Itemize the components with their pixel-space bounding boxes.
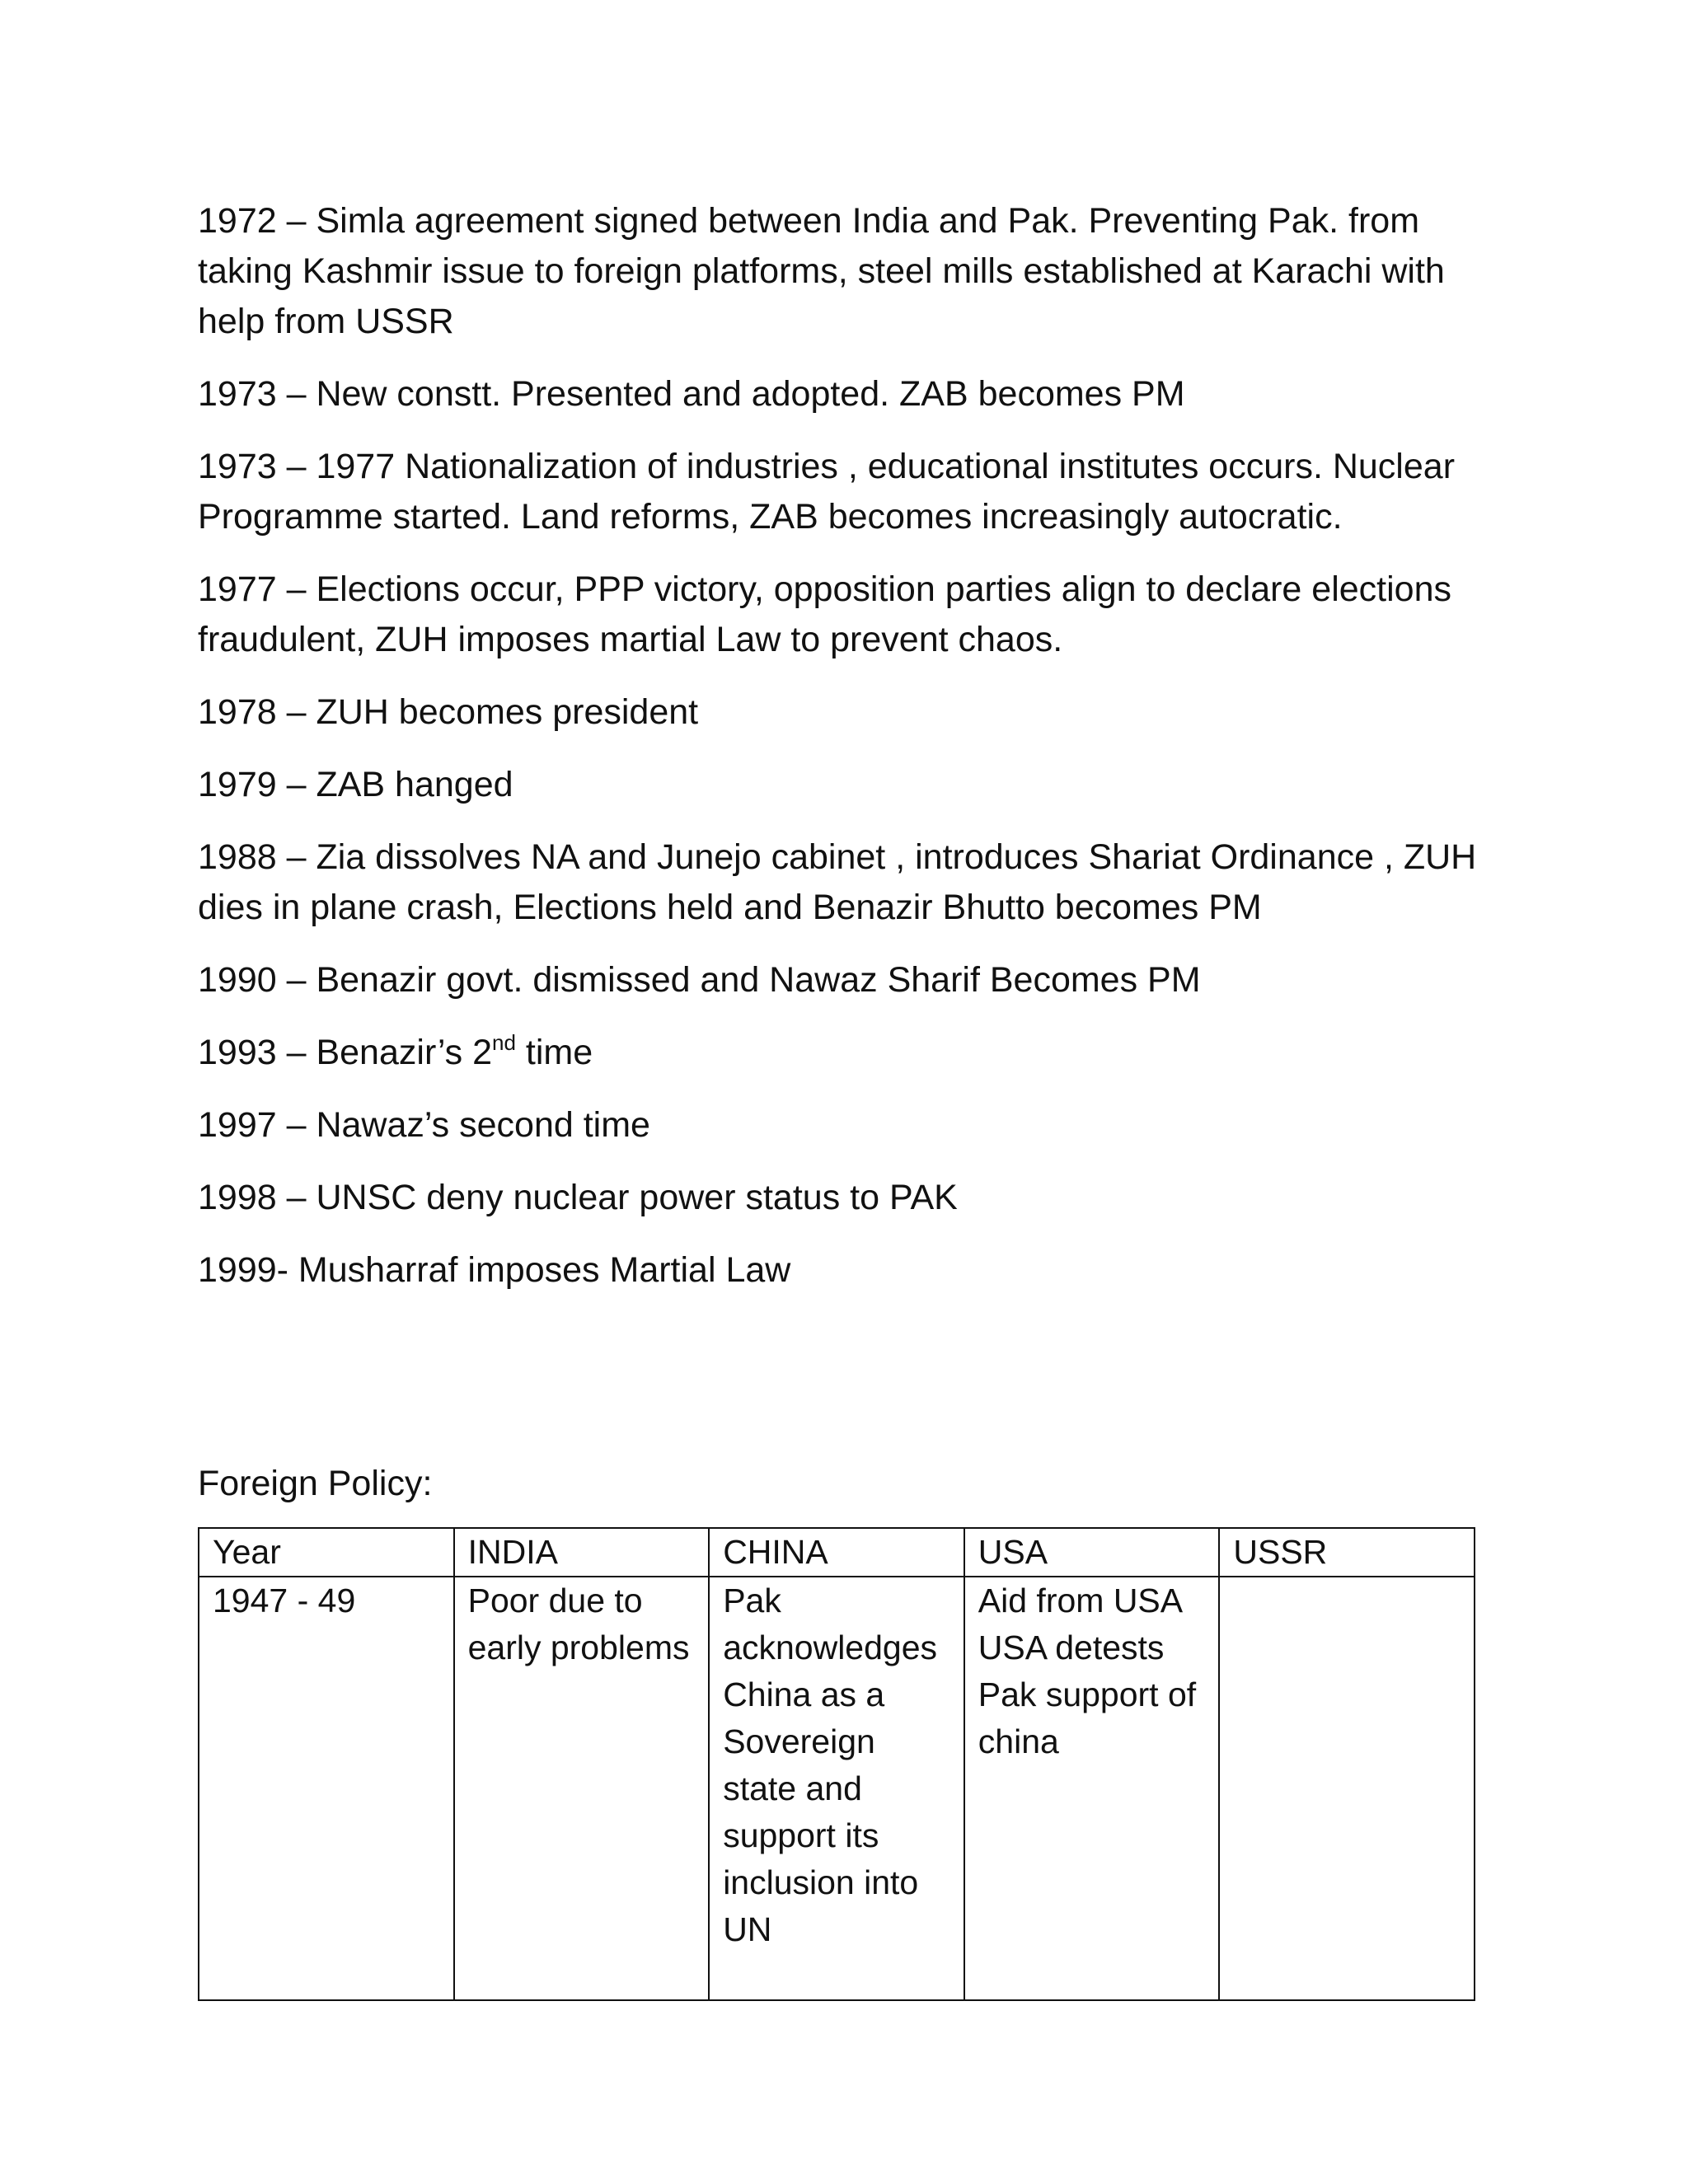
timeline-entry-1988: 1988 – Zia dissolves NA and Junejo cabinet , introduces Shariat Ordinance , ZUH dies in plane crash, Elections held and Benazir Bhutto becomes PM <box>198 837 1477 927</box>
timeline-entry-1993-tail: time <box>515 1033 593 1072</box>
timeline-entry-1997: 1997 – Nawaz’s second time <box>198 1105 650 1145</box>
cell-usa-line-1: Aid from USA <box>978 1582 1184 1619</box>
timeline-entry-1972: 1972 – Simla agreement signed between India and Pak. Preventing Pak. from taking Kashmir issue to foreign platforms, steel mills established at Karachi with help from USSR <box>198 201 1445 341</box>
table-row <box>199 1577 1475 2000</box>
ordinal-superscript: nd <box>492 1029 516 1055</box>
column-header-ussr: USSR <box>1219 1528 1475 1577</box>
foreign-policy-heading: Foreign Policy: <box>198 1464 433 1503</box>
timeline-entry-1998: 1998 – UNSC deny nuclear power status to PAK <box>198 1178 958 1217</box>
timeline-entry-1973-1977: 1973 – 1977 Nationalization of industries , educational institutes occurs. Nuclear Programme started. Land reforms, ZAB becomes increasingly autocratic. <box>198 447 1456 537</box>
timeline-entry-1993 <box>198 1028 1500 1078</box>
timeline-entry-1978: 1978 – ZUH becomes president <box>198 692 699 732</box>
timeline <box>198 196 1500 1318</box>
column-header-china: CHINA <box>709 1528 964 1577</box>
column-header-india: INDIA <box>454 1528 710 1577</box>
timeline-entry-1993-text: 1993 – Benazir’s 2 <box>198 1033 492 1072</box>
cell-usa-line-2: USA detests Pak support of china <box>978 1629 1197 1760</box>
cell-india: Poor due to early problems <box>454 1577 710 2000</box>
cell-usa <box>964 1577 1220 2000</box>
timeline-entry-1999: 1999- Musharraf imposes Martial Law <box>198 1250 791 1290</box>
foreign-policy-table <box>198 1527 1475 2001</box>
column-header-usa: USA <box>964 1528 1220 1577</box>
timeline-entry-1973: 1973 – New constt. Presented and adopted. ZAB becomes PM <box>198 374 1185 414</box>
timeline-entry-1979: 1979 – ZAB hanged <box>198 765 513 804</box>
timeline-entry-1990: 1990 – Benazir govt. dismissed and Nawaz Sharif Becomes PM <box>198 960 1201 1000</box>
cell-china: Pak acknowledges China as a Sovereign state and support its inclusion into UN <box>709 1577 964 2000</box>
column-header-year: Year <box>199 1528 454 1577</box>
table-header-row <box>199 1528 1475 1577</box>
timeline-entry-1977: 1977 – Elections occur, PPP victory, opposition parties align to declare elections fraudulent, ZUH imposes martial Law to prevent chaos. <box>198 569 1451 659</box>
cell-year: 1947 - 49 <box>199 1577 454 2000</box>
cell-ussr <box>1219 1577 1475 2000</box>
